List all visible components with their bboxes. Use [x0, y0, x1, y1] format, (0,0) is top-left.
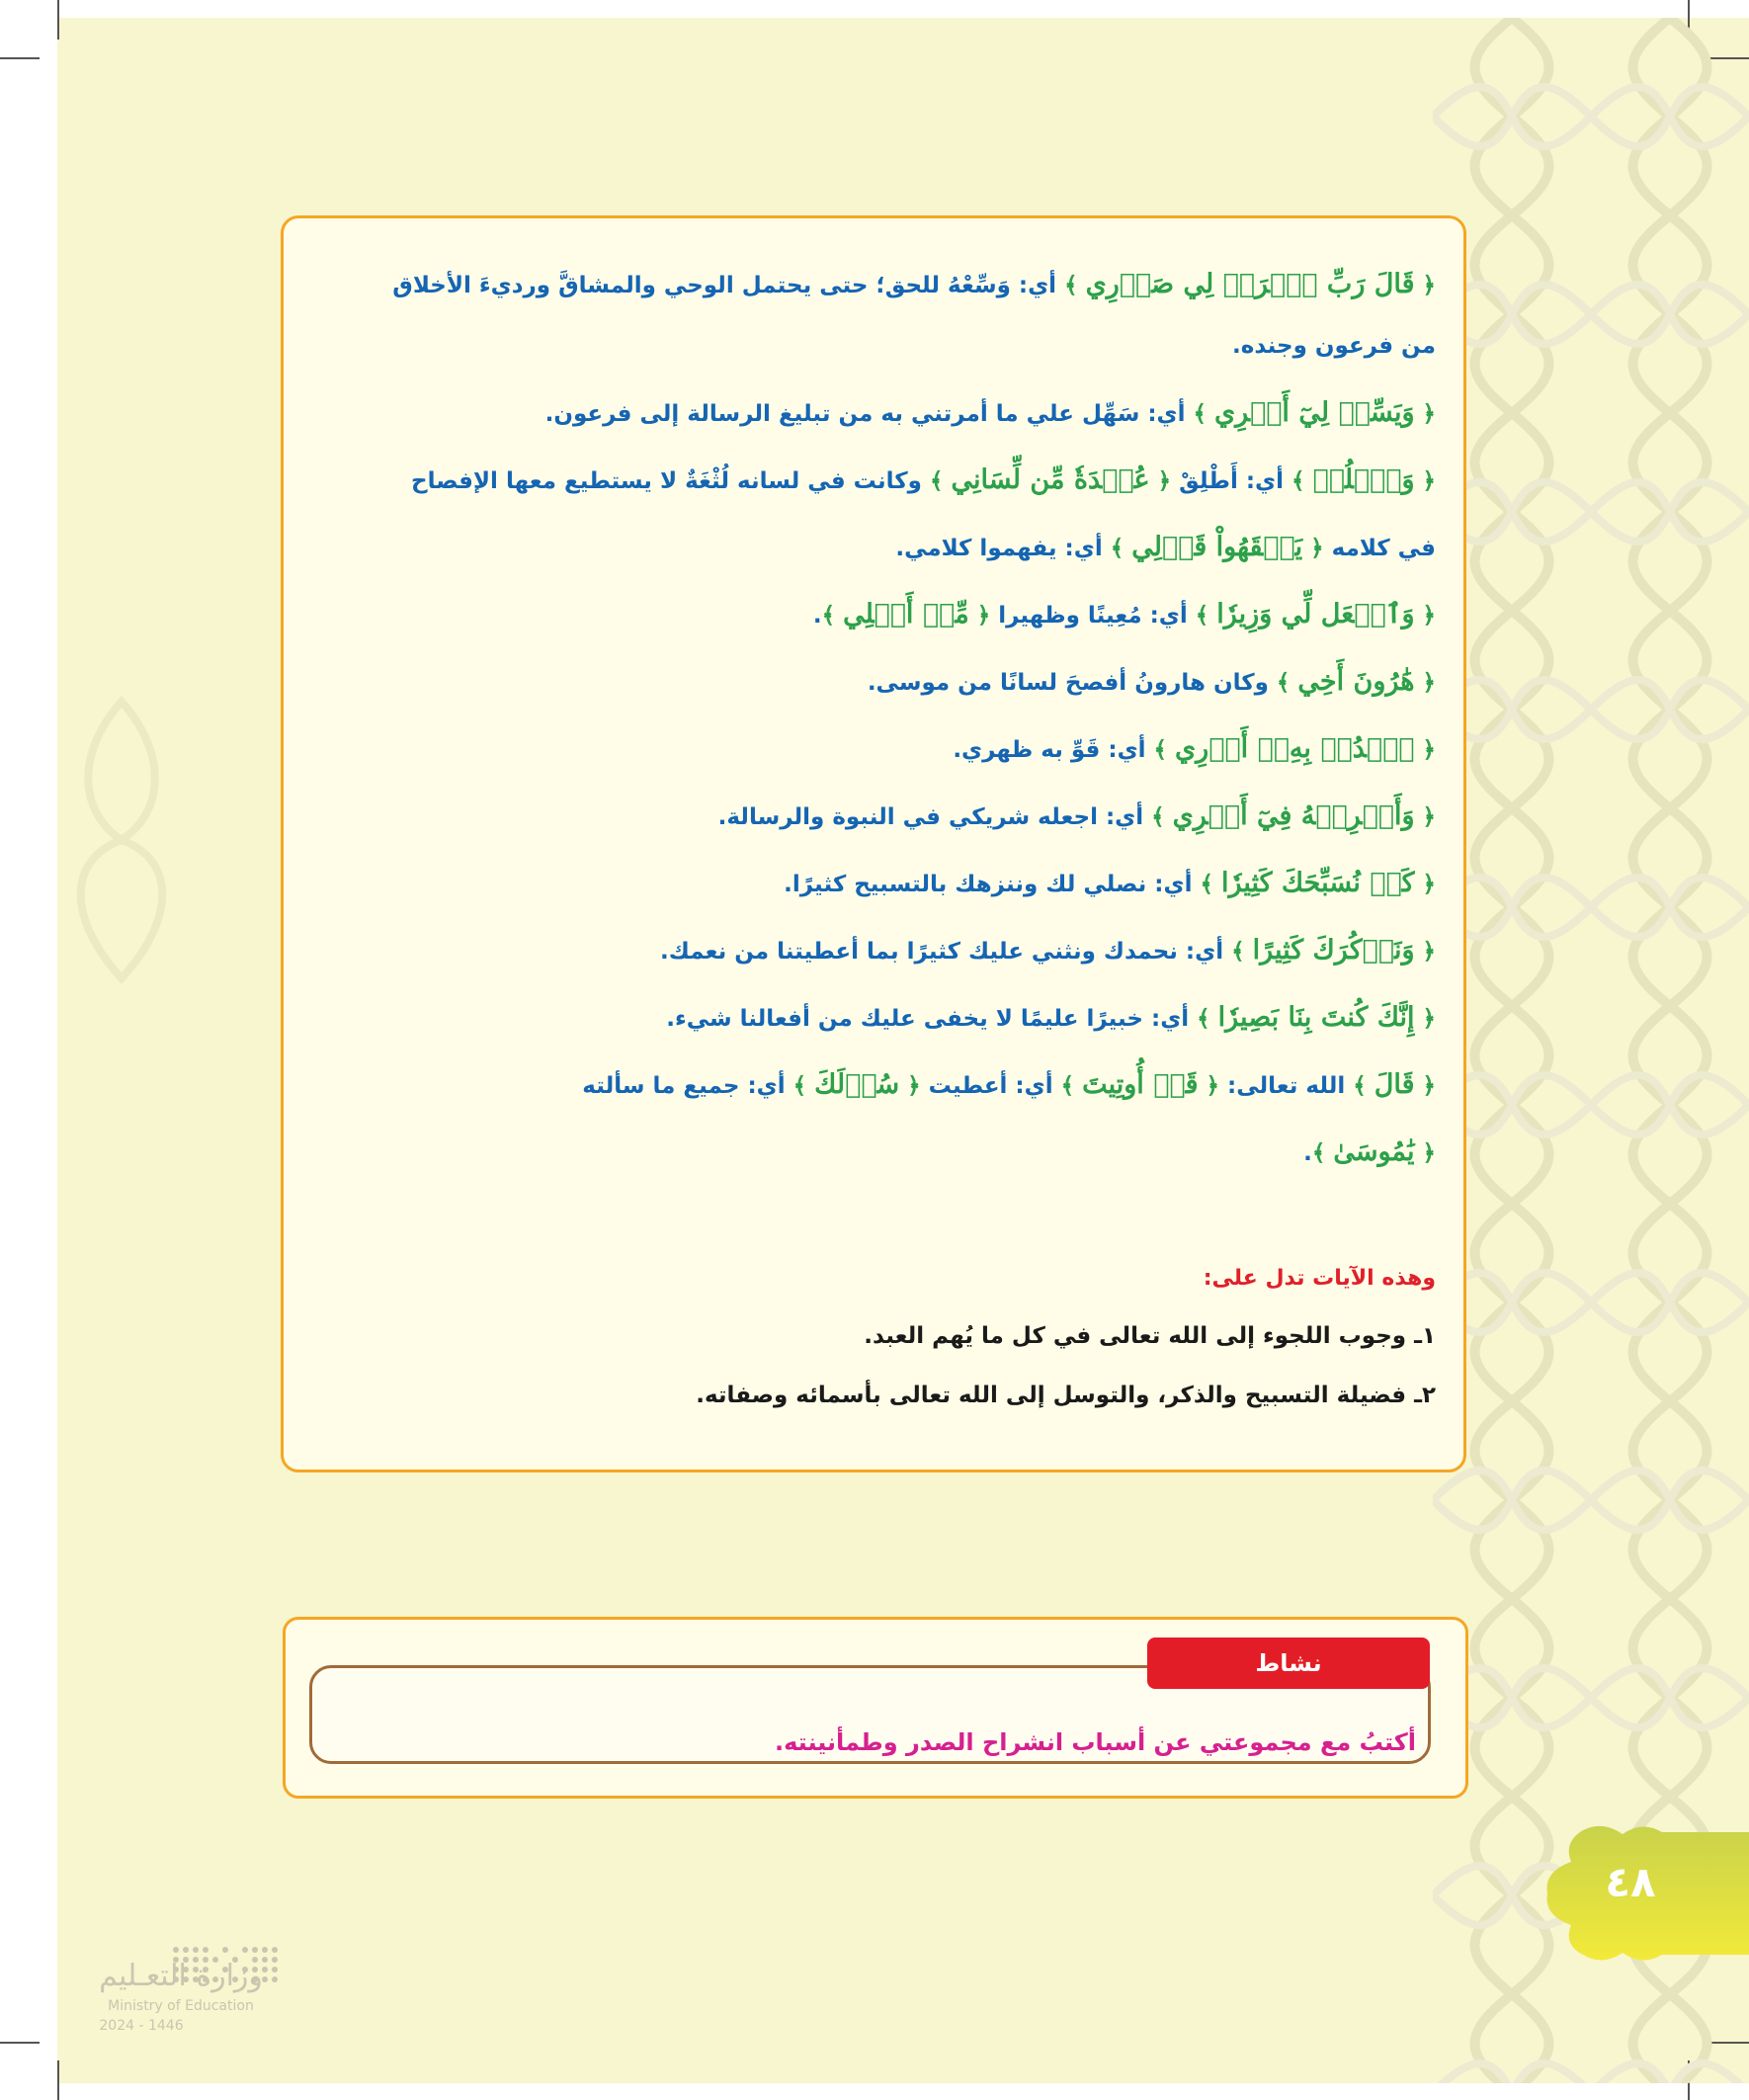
quran-text: وَيَسِّرۡ لِيٓ أَمۡرِي [1214, 397, 1415, 428]
fleur-ornament [57, 692, 186, 988]
explanation-text: أي: مُعِينًا وظهيرا [998, 603, 1188, 629]
ministry-name-english: Ministry of Education [108, 1998, 254, 2014]
verse-line-3: ﴿ وَيَسِّرۡ لِيٓ أَمۡرِي ﴾ أي: سَهِّل علي ما أمرتني به من تبليغ الرسالة إلى فرعون. [544, 397, 1436, 428]
explanation-text: وكان هارونُ أفصحَ لسانًا من موسى. [867, 670, 1269, 696]
activity-box [283, 1617, 1468, 1799]
explanation-text: الله تعالى: [1227, 1073, 1346, 1099]
verse-line-8: ﴿ ٱشۡدُدۡ بِهِۦٓ أَزۡرِي ﴾ أي: قَوِّ به ظهري. [953, 733, 1436, 764]
verse-line-9: ﴿ وَأَشۡرِكۡهُ فِيٓ أَمۡرِي ﴾ أي: اجعله شريكي في النبوة والرسالة. [717, 800, 1436, 831]
tafsir-content-box [281, 215, 1466, 1472]
explanation-text: . [812, 603, 822, 629]
quran-text: قَالَ رَبِّ ٱشۡرَحۡ لِي صَدۡرِي [1085, 269, 1415, 299]
quran-text: عُقۡدَةٗ مِّن لِّسَانِي [951, 464, 1150, 495]
explanation-text: أي: اجعله شريكي في النبوة والرسالة. [717, 804, 1144, 830]
crop-mark [57, 2060, 59, 2100]
verse-line-4: ﴿ وَٱحۡلُلۡ ﴾ أي: أَطْلِقْ ﴿ عُقۡدَةٗ مِّن لِّسَانِي ﴾ وكانت في لسانه لُثْغَةٌ لا يستطيع معها الإفصاح [411, 464, 1436, 495]
verse-line-2 [1232, 329, 1436, 363]
verse-line-5: في كلامه ﴿ يَفۡقَهُواْ قَوۡلِي ﴾ أي: يفهموا كلامي. [895, 532, 1436, 562]
explanation-text: في كلامه [1331, 536, 1436, 561]
verse-line-10: ﴿ كَيۡ نُسَبِّحَكَ كَثِيرٗا ﴾ أي: نصلي لك وننزهك بالتسبيح كثيرًا. [784, 868, 1436, 898]
summary-point: ٢ـ فضيلة التسبيح والذكر، والتوسل إلى الله تعالى بأسمائه وصفاته. [696, 1383, 1436, 1408]
quran-text: وَٱجۡعَل لِّي وَزِيرٗا [1216, 599, 1415, 630]
crop-mark [0, 2042, 40, 2044]
explanation-text: أي: نصلي لك وننزهك بالتسبيح كثيرًا. [784, 872, 1193, 897]
explanation-text: وكانت في لسانه لُثْغَةٌ لا يستطيع معها الإفصاح [411, 468, 922, 494]
verse-line-12: ﴿ إِنَّكَ كُنتَ بِنَا بَصِيرٗا ﴾ أي: خبيرًا عليمًا لا يخفى عليك من أفعالنا شيء. [666, 1002, 1436, 1033]
quran-text: هَٰرُونَ أَخِي [1297, 666, 1415, 697]
explanation-text: أي: جميع ما سألته [582, 1073, 786, 1099]
quran-text: كَيۡ نُسَبِّحَكَ كَثِيرٗا [1220, 868, 1415, 898]
quran-text: يَٰمُوسَىٰ [1333, 1136, 1415, 1167]
explanation-text: أي: سَهِّل علي ما أمرتني به من تبليغ الرسالة إلى فرعون. [544, 401, 1186, 427]
verse-line-1: ﴿ قَالَ رَبِّ ٱشۡرَحۡ لِي صَدۡرِي ﴾ أي: وَسِّعْهُ للحق؛ حتى يحتمل الوحي والمشاقَّ ورديءَ الأخلاق [392, 269, 1436, 299]
crop-mark [0, 57, 40, 59]
quran-text: إِنَّكَ كُنتَ بِنَا بَصِيرٗا [1217, 1002, 1415, 1033]
explanation-text: من فرعون وجنده. [1232, 333, 1436, 359]
explanation-text: أي: وَسِّعْهُ للحق؛ حتى يحتمل الوحي والمشاقَّ ورديءَ الأخلاق [392, 273, 1057, 298]
page-number: ٤٨ [1605, 1858, 1656, 1906]
quran-text: قَالَ [1374, 1069, 1415, 1100]
verse-line-6: ﴿ وَٱجۡعَل لِّي وَزِيرٗا ﴾ أي: مُعِينًا وظهيرا ﴿ مِّنۡ أَهۡلِي ﴾. [812, 599, 1436, 630]
quran-text: وَأَشۡرِكۡهُ فِيٓ أَمۡرِي [1172, 800, 1415, 831]
explanation-text: أي: يفهموا كلامي. [895, 536, 1103, 561]
quran-text: وَٱحۡلُلۡ [1312, 464, 1415, 495]
edition-year: 2024 - 1446 [99, 2018, 184, 2034]
ministry-name-arabic: وزارة التعـليم [99, 1959, 263, 1993]
verse-line-13: ﴿ قَالَ ﴾ الله تعالى: ﴿ قَدۡ أُوتِيتَ ﴾ أي: أعطيت ﴿ سُؤۡلَكَ ﴾ أي: جميع ما سألته [582, 1069, 1436, 1100]
summary-heading: وهذه الآيات تدل على: [1203, 1266, 1436, 1291]
quran-text: ٱشۡدُدۡ بِهِۦٓ أَزۡرِي [1175, 733, 1415, 764]
quran-text: وَنَذۡكُرَكَ كَثِيرًا [1252, 935, 1415, 966]
islamic-pattern-ornament [1433, 18, 1749, 2083]
explanation-text: أي: قَوِّ به ظهري. [953, 737, 1146, 763]
activity-instruction: أكتبُ مع مجموعتي عن أسباب انشراح الصدر وطمأنينته. [774, 1728, 1416, 1756]
verse-line-7: ﴿ هَٰرُونَ أَخِي ﴾ وكان هارونُ أفصحَ لسانًا من موسى. [867, 666, 1436, 697]
verse-line-14: ﴿ يَٰمُوسَىٰ ﴾. [1303, 1136, 1436, 1167]
quran-text: يَفۡقَهُواْ قَوۡلِي [1131, 532, 1303, 562]
crop-mark [57, 0, 59, 40]
verse-line-11: ﴿ وَنَذۡكُرَكَ كَثِيرًا ﴾ أي: نحمدك ونثني عليك كثيرًا بما أعطيتنا من نعمك. [660, 935, 1436, 966]
explanation-text: أي: خبيرًا عليمًا لا يخفى عليك من أفعالنا شيء. [666, 1006, 1190, 1032]
explanation-text: . [1303, 1140, 1312, 1166]
quran-text: مِّنۡ أَهۡلِي [843, 599, 969, 630]
activity-label: نشاط [1147, 1638, 1430, 1689]
quran-text: سُؤۡلَكَ [814, 1069, 900, 1100]
quran-text: قَدۡ أُوتِيتَ [1082, 1069, 1199, 1100]
explanation-text: أي: أعطيت [928, 1073, 1053, 1099]
summary-point: ١ـ وجوب اللجوء إلى الله تعالى في كل ما يُهم العبد. [864, 1323, 1436, 1349]
explanation-text: أي: نحمدك ونثني عليك كثيرًا بما أعطيتنا من نعمك. [660, 939, 1224, 965]
explanation-text: أي: أَطْلِقْ [1179, 468, 1285, 494]
